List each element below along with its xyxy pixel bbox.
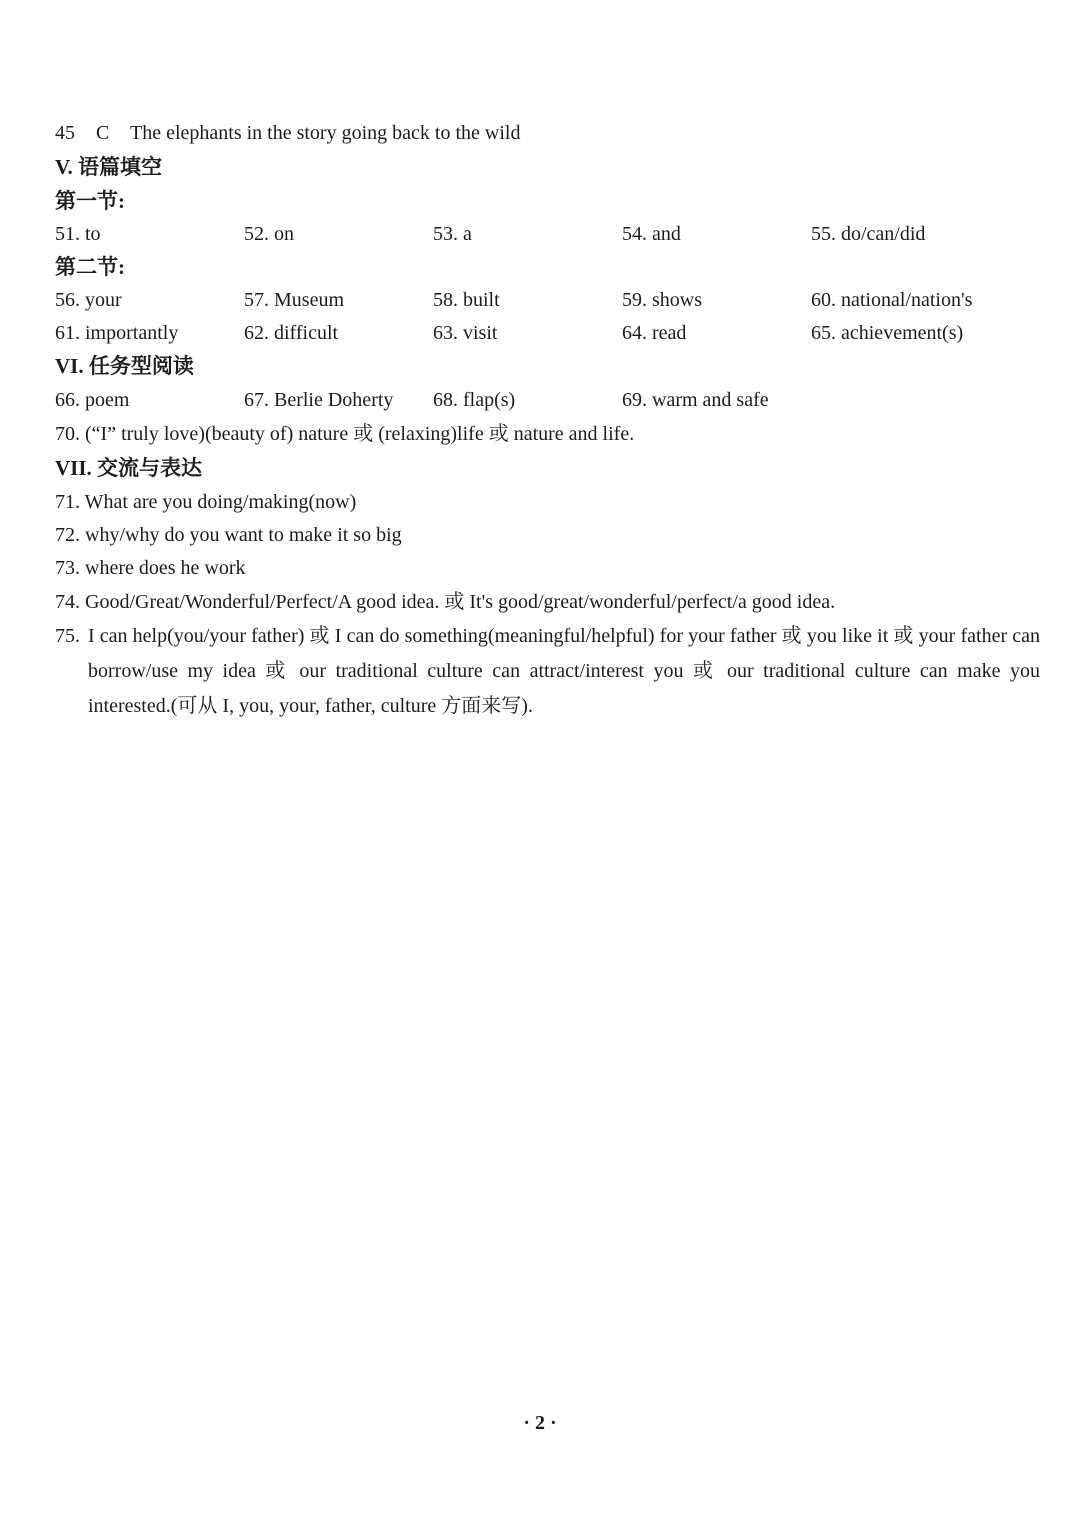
- answer-53: 53. a: [433, 223, 472, 245]
- answer-70: 70. (“I” truly love)(beauty of) nature 或 (relaxing)life 或 nature and life.: [55, 423, 635, 445]
- answers-66-69: [55, 388, 1045, 412]
- answer-61: 61. importantly: [55, 322, 179, 344]
- answers-61-65: [55, 321, 1045, 345]
- answer-45-number: 45: [55, 122, 75, 144]
- answer-58: 58. built: [433, 289, 500, 311]
- answer-55: 55. do/can/did: [811, 223, 926, 245]
- answer-73: 73. where does he work: [55, 557, 246, 579]
- answer-45-text: The elephants in the story going back to the wild: [129, 122, 521, 144]
- section-5-title: V. 语篇填空: [55, 155, 162, 179]
- section-6-title: VI. 任务型阅读: [55, 354, 194, 378]
- answer-71: 71. What are you doing/making(now): [55, 491, 357, 513]
- section-5-part-1-title: 第一节:: [55, 189, 125, 213]
- answer-74: 74. Good/Great/Wonderful/Perfect/A good idea. 或 It's good/great/wonderful/perfect/a good idea.: [55, 591, 836, 613]
- answer-45-letter: C: [96, 122, 110, 144]
- answer-57: 57. Museum: [244, 289, 344, 311]
- answer-52: 52. on: [244, 223, 294, 245]
- answers-56-60: [55, 288, 1045, 312]
- answer-68: 68. flap(s): [433, 389, 516, 411]
- answer-59: 59. shows: [622, 289, 703, 311]
- answer-72: 72. why/why do you want to make it so big: [55, 524, 402, 546]
- answer-51: 51. to: [55, 223, 101, 245]
- section-7-title: VII. 交流与表达: [55, 456, 203, 480]
- answer-45: [55, 121, 536, 145]
- answer-60: 60. national/nation's: [811, 289, 973, 311]
- answer-75-text: I can help(you/your father) 或 I can do something(meaningful/helpful) for your father 或 you like it 或 your father can borrow/use my idea 或 our traditional culture can attract/interest you 或 our traditional culture can make you interested.(可从 I, you, your, father, culture 方面来写).: [88, 625, 1040, 717]
- answer-56: 56. your: [55, 289, 122, 311]
- answer-62: 62. difficult: [244, 322, 339, 344]
- answer-63: 63. visit: [433, 322, 498, 344]
- answer-75-number: 75.: [55, 625, 80, 647]
- answer-64: 64. read: [622, 322, 687, 344]
- answer-67: 67. Berlie Doherty: [244, 389, 394, 411]
- answer-75: [55, 619, 1040, 724]
- answer-54: 54. and: [622, 223, 681, 245]
- section-5-part-2-title: 第二节:: [55, 255, 125, 279]
- answer-69: 69. warm and safe: [622, 389, 769, 411]
- answers-51-55: [55, 222, 1045, 246]
- answer-66: 66. poem: [55, 389, 130, 411]
- answer-65: 65. achievement(s): [811, 322, 964, 344]
- page-number: · 2 ·: [523, 1412, 557, 1434]
